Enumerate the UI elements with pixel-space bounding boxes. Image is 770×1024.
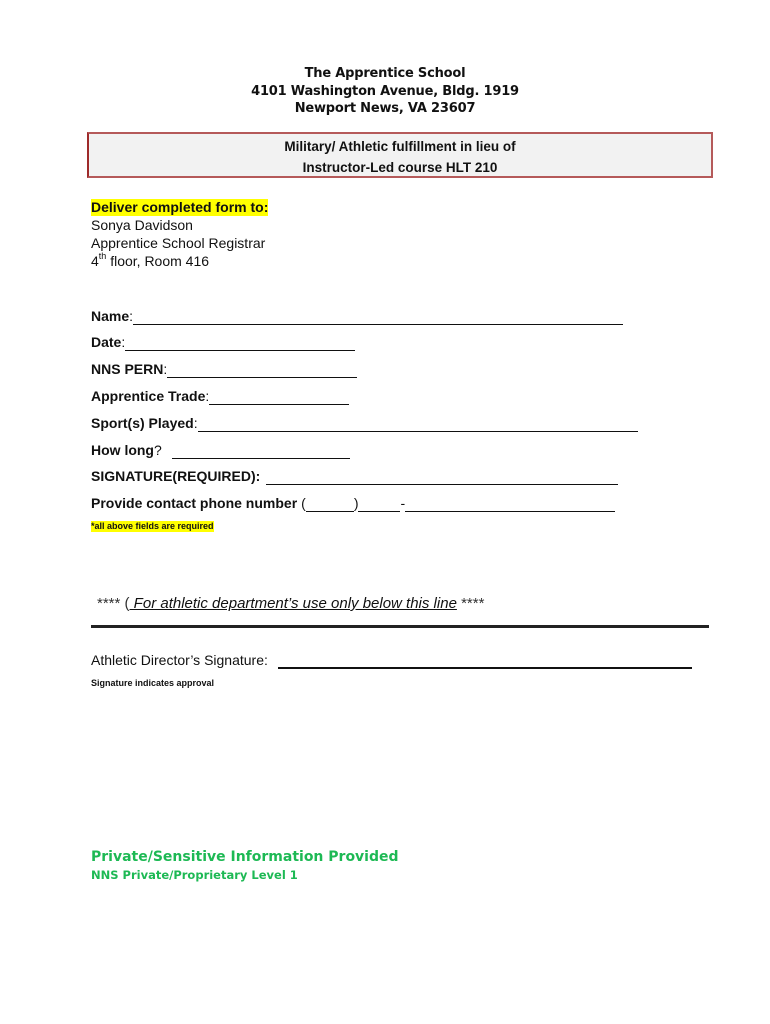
athletic-director-label: Athletic Director’s Signature: [91, 652, 268, 668]
approval-note: Signature indicates approval [91, 678, 215, 688]
floor-number: 4 [91, 253, 99, 269]
required-note: *all above fields are required [91, 521, 214, 531]
department-use-note [97, 594, 484, 614]
name-label: Name [91, 308, 130, 324]
date-input[interactable] [125, 336, 355, 351]
athletic-director-input[interactable] [278, 653, 692, 669]
pern-colon: : [163, 361, 168, 377]
trade-input[interactable] [209, 390, 349, 405]
registrar-location [91, 252, 209, 270]
name-colon: : [129, 308, 134, 324]
trade-label: Apprentice Trade [91, 388, 206, 404]
registrar-role: Apprentice School Registrar [91, 235, 266, 251]
athletic-director-field[interactable] [91, 651, 692, 669]
registrar-name: Sonya Davidson [91, 217, 193, 233]
name-input[interactable] [133, 310, 623, 325]
trade-field[interactable] [91, 387, 349, 405]
section-divider [91, 625, 709, 628]
phone-dash: - [400, 495, 406, 511]
school-city: Newport News, VA 23607 [294, 101, 476, 116]
date-colon: : [121, 334, 126, 350]
dept-underlined-text: For athletic department’s use only below this line [129, 595, 457, 612]
dept-prefix: **** ( [97, 595, 130, 612]
form-title-line2: Instructor-Led course HLT 210 [302, 160, 498, 175]
phone-prefix-input[interactable] [358, 497, 400, 512]
phone-area-close: ) [353, 495, 359, 511]
dept-suffix: **** [456, 595, 485, 612]
private-info-notice: Private/Sensitive Information Provided [91, 849, 399, 865]
phone-field[interactable] [91, 494, 615, 512]
room-text: floor, Room 416 [106, 253, 210, 269]
pern-label: NNS PERN [91, 361, 164, 377]
signature-input[interactable] [266, 470, 618, 485]
sports-label: Sport(s) Played [91, 415, 194, 431]
sports-field[interactable] [91, 414, 638, 432]
date-label: Date [91, 334, 122, 350]
how-long-label: How long [91, 442, 154, 458]
how-long-field[interactable] [91, 441, 350, 459]
phone-area-input[interactable] [306, 497, 354, 512]
proprietary-level: NNS Private/Proprietary Level 1 [91, 868, 298, 882]
trade-colon: : [205, 388, 210, 404]
school-name: The Apprentice School [304, 66, 466, 81]
phone-label: Provide contact phone number [91, 495, 298, 511]
floor-suffix: th [98, 251, 107, 261]
phone-line-input[interactable] [405, 497, 615, 512]
how-long-input[interactable] [172, 444, 350, 459]
form-title-line1: Military/ Athletic fulfillment in lieu of [284, 139, 516, 154]
form-title-box [87, 132, 713, 178]
name-field[interactable] [91, 307, 623, 325]
date-field[interactable] [91, 333, 355, 351]
signature-label: SIGNATURE(REQUIRED): [91, 468, 261, 484]
school-address: 4101 Washington Avenue, Bldg. 1919 [251, 84, 519, 99]
sports-colon: : [193, 415, 198, 431]
signature-field[interactable] [91, 467, 618, 485]
deliver-label: Deliver completed form to: [91, 199, 269, 215]
pern-field[interactable] [91, 360, 357, 378]
sports-input[interactable] [198, 417, 638, 432]
how-long-qmark: ? [154, 442, 162, 458]
pern-input[interactable] [167, 363, 357, 378]
phone-area-open: ( [301, 495, 306, 511]
